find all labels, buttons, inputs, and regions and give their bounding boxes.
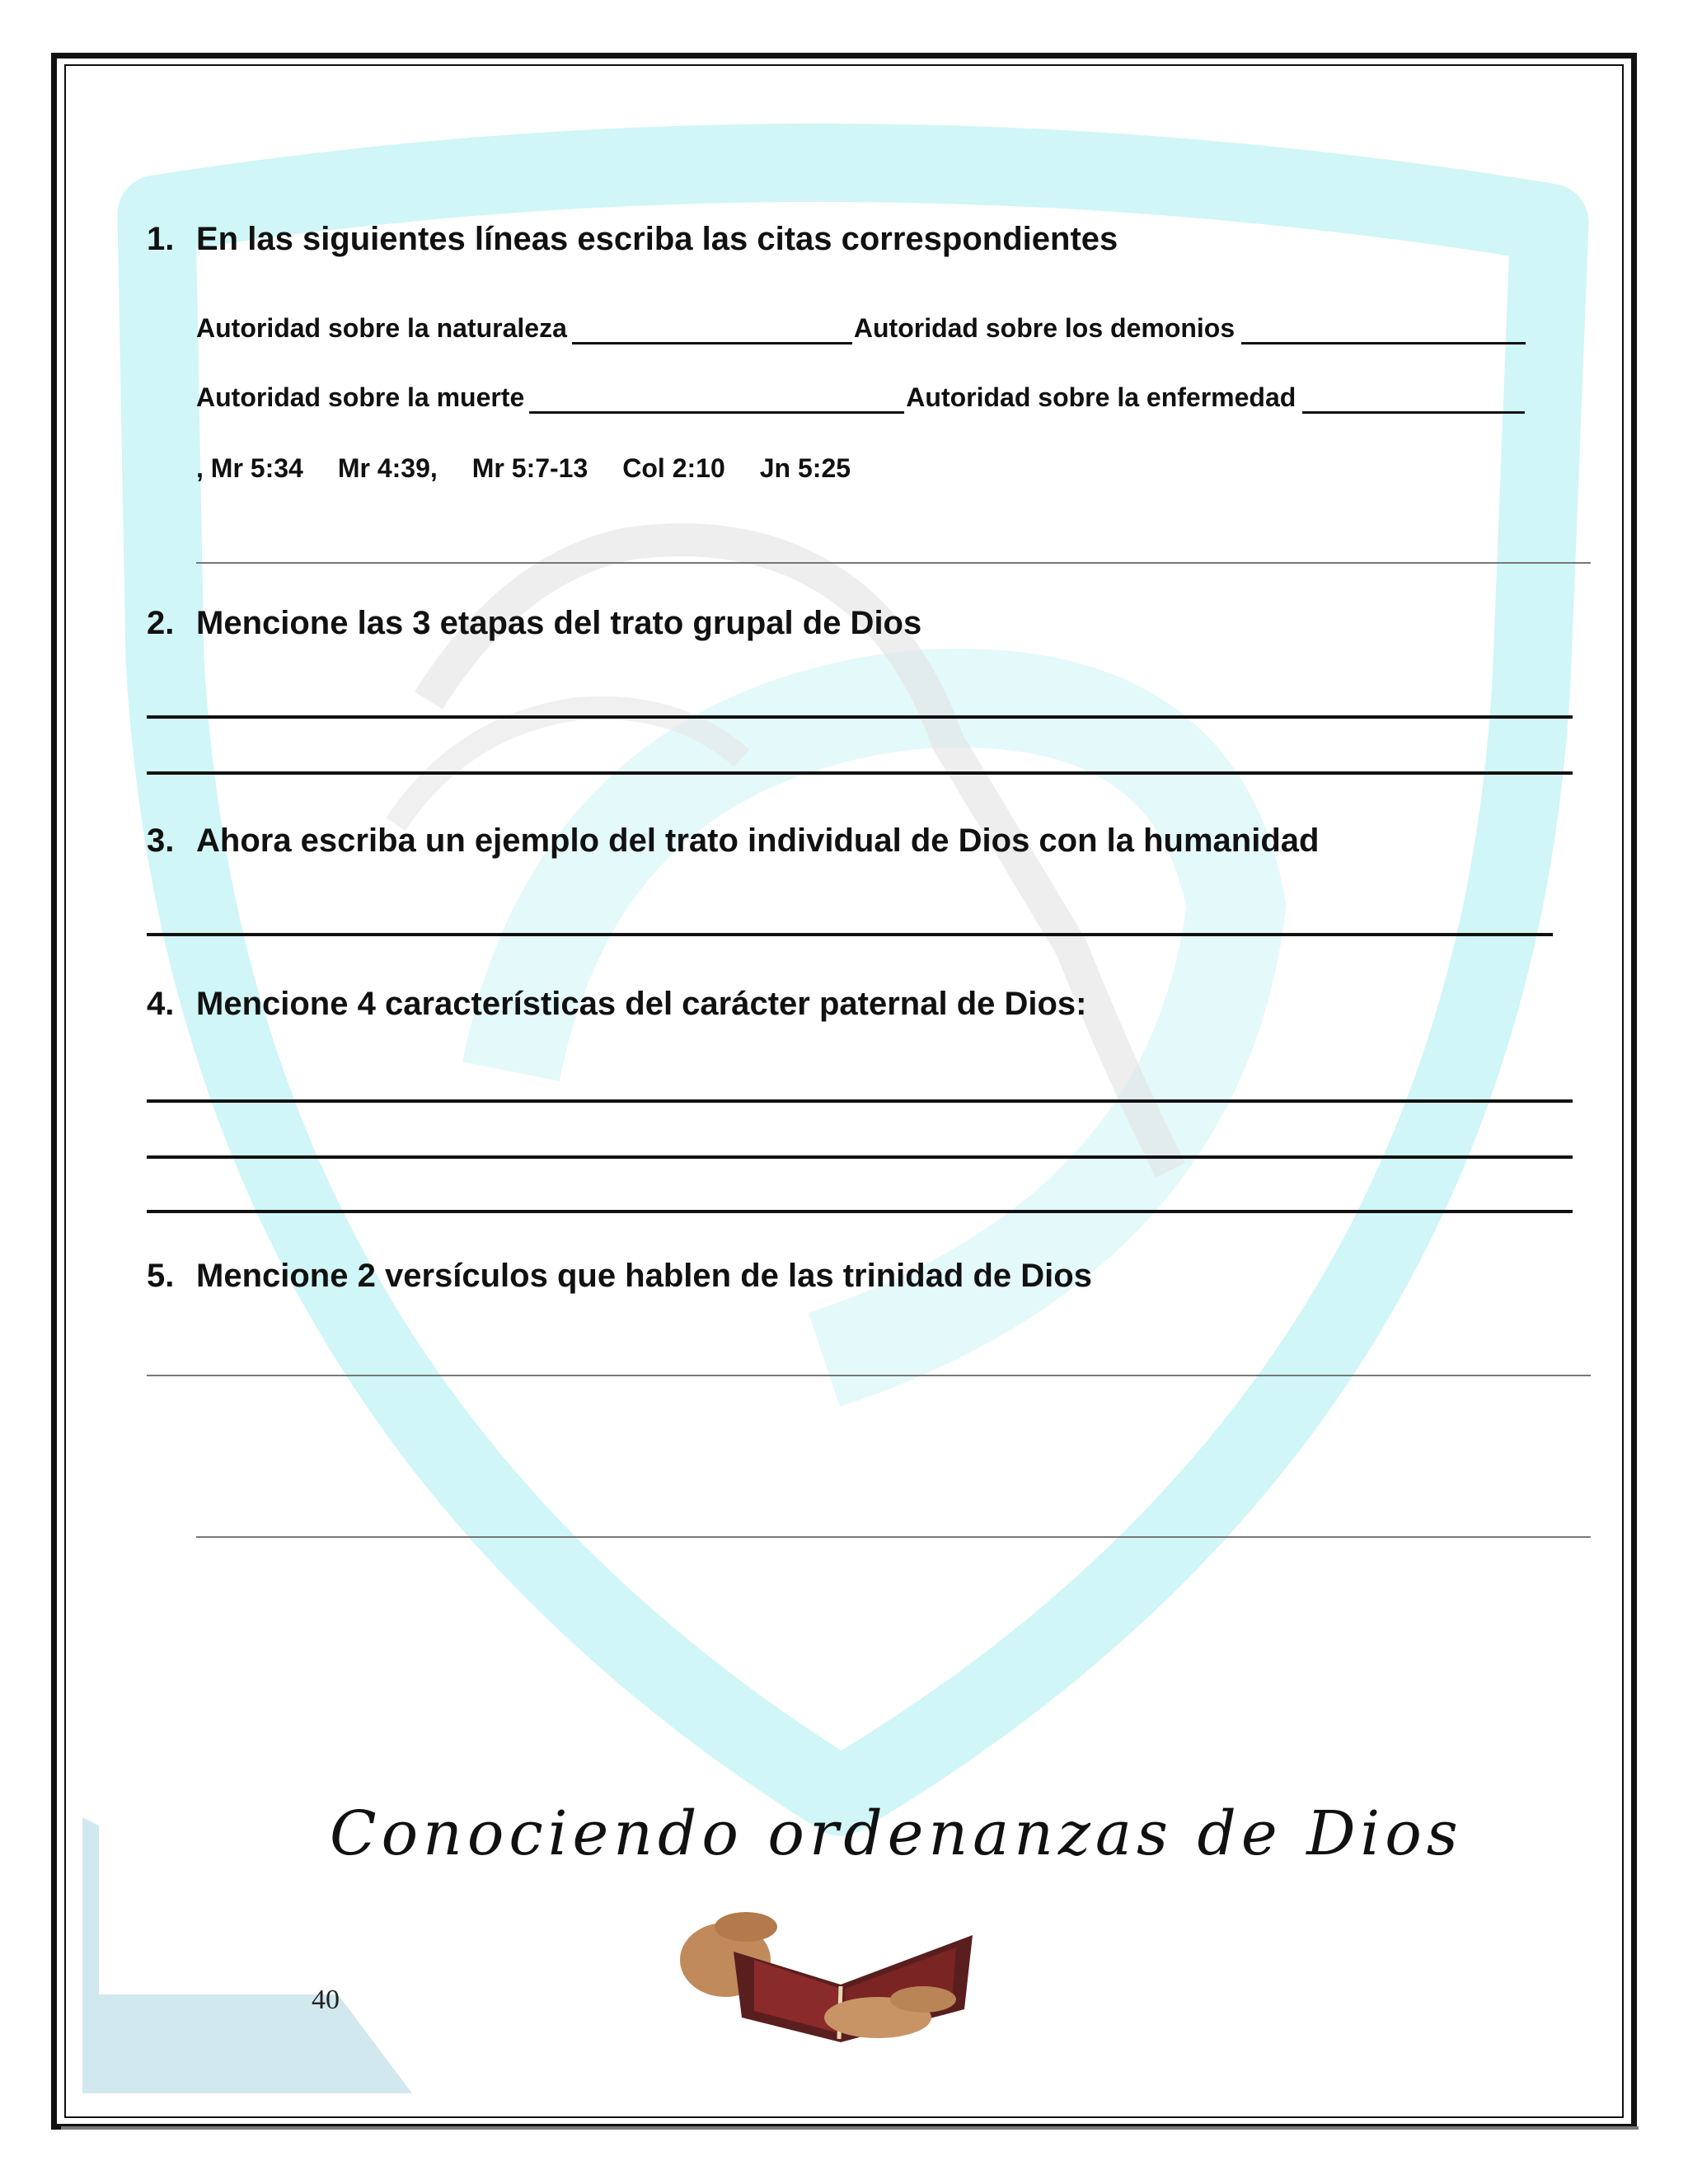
answer-line[interactable] bbox=[147, 1155, 1573, 1159]
blank-naturaleza[interactable] bbox=[572, 317, 852, 344]
question-4: 4. Mencione 4 características del carácter paternal de Dios: bbox=[147, 986, 1087, 1022]
question-1-text: En las siguientes líneas escriba las citas correspondientes bbox=[196, 221, 1118, 257]
blank-demonios[interactable] bbox=[1241, 317, 1526, 344]
answer-line[interactable] bbox=[147, 1375, 1591, 1376]
bible-hands-image bbox=[676, 1902, 981, 2050]
question-4-text: Mencione 4 características del carácter paternal de Dios: bbox=[196, 986, 1087, 1022]
authority-row-2 bbox=[196, 381, 1531, 414]
page-number: 40 bbox=[312, 1985, 340, 2015]
authority-row-1 bbox=[196, 312, 1532, 344]
blank-enfermedad[interactable] bbox=[1302, 387, 1525, 414]
answer-line[interactable] bbox=[147, 771, 1573, 775]
label-enfermedad: Autoridad sobre la enfermedad bbox=[906, 382, 1296, 412]
reference: Mr 5:7-13 bbox=[471, 453, 588, 483]
left-hand-thumb bbox=[715, 1912, 777, 1942]
reference: Jn 5:25 bbox=[759, 453, 851, 483]
right-fingers bbox=[890, 1986, 956, 2013]
question-2: 2. Mencione las 3 etapas del trato grupal de Dios bbox=[147, 605, 922, 641]
answer-line[interactable] bbox=[196, 1536, 1591, 1538]
reference: Mr 4:39, bbox=[337, 453, 438, 483]
references-list bbox=[196, 452, 885, 485]
footer-title: Conociendo ordenanzas de Dios bbox=[330, 1798, 1463, 1869]
answer-line[interactable] bbox=[147, 933, 1553, 936]
label-naturaleza: Autoridad sobre la naturaleza bbox=[196, 313, 567, 343]
question-3-text: Ahora escriba un ejemplo del trato individual de Dios con la humanidad bbox=[196, 823, 1320, 859]
label-muerte: Autoridad sobre la muerte bbox=[196, 382, 525, 412]
answer-line[interactable] bbox=[147, 715, 1573, 719]
question-5-text: Mencione 2 versículos que hablen de las trinidad de Dios bbox=[196, 1258, 1092, 1294]
label-demonios: Autoridad sobre los demonios bbox=[853, 313, 1236, 343]
question-5: 5. Mencione 2 versículos que hablen de las trinidad de Dios bbox=[147, 1258, 1092, 1294]
blank-muerte[interactable] bbox=[529, 387, 904, 414]
reference: Col 2:10 bbox=[622, 453, 725, 483]
answer-line[interactable] bbox=[147, 1099, 1573, 1103]
answer-line[interactable] bbox=[196, 562, 1591, 564]
question-2-text: Mencione las 3 etapas del trato grupal de Dios bbox=[196, 605, 922, 641]
question-1: 1. En las siguientes líneas escriba las citas correspondientes bbox=[147, 221, 1118, 257]
question-3: 3. Ahora escriba un ejemplo del trato individual de Dios con la humanidad bbox=[147, 823, 1320, 859]
reference: , Mr 5:34 bbox=[196, 453, 303, 483]
answer-line[interactable] bbox=[147, 1210, 1573, 1213]
